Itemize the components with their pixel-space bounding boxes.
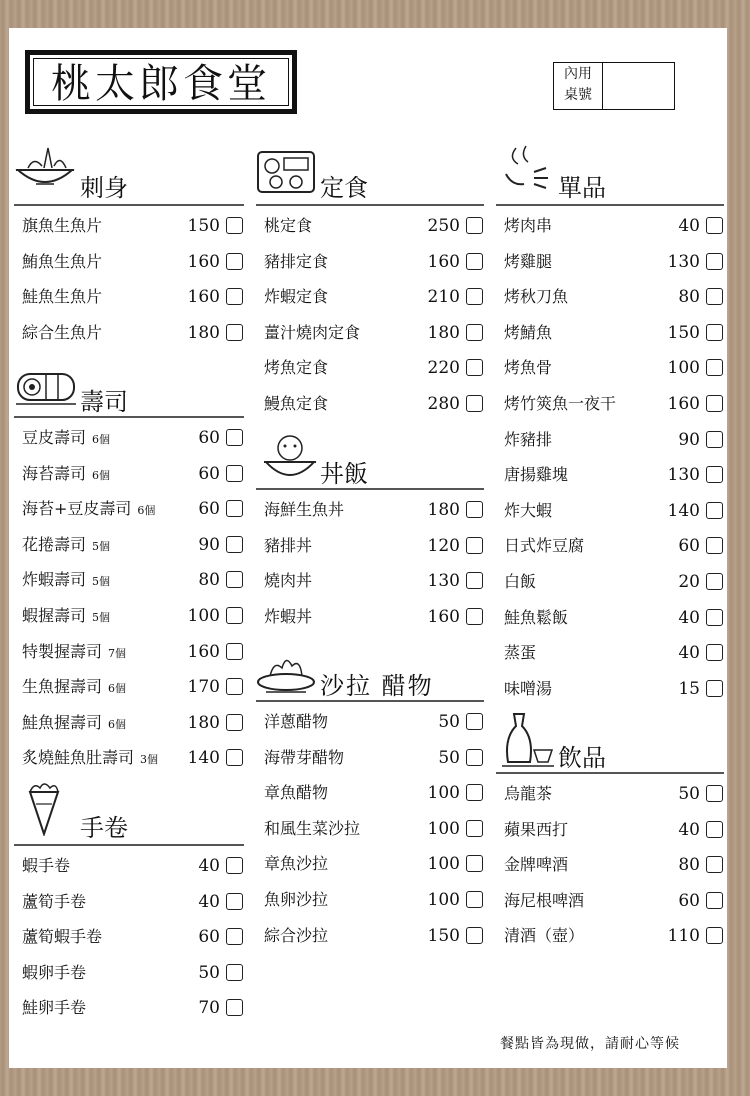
item-name: 章魚沙拉: [264, 854, 329, 874]
order-checkbox[interactable]: [226, 999, 243, 1016]
section-title: 單品: [558, 174, 606, 202]
menu-item: [14, 462, 244, 486]
sushi-roll-icon: [14, 368, 78, 408]
item-price: 40: [678, 607, 700, 628]
divider: [14, 844, 244, 846]
item-price: 100: [427, 783, 460, 804]
item-name: 海苔+豆皮壽司 6個: [22, 499, 156, 519]
item-price: 160: [187, 641, 220, 662]
order-checkbox[interactable]: [706, 856, 723, 873]
order-checkbox[interactable]: [706, 892, 723, 909]
order-checkbox[interactable]: [706, 288, 723, 305]
order-checkbox[interactable]: [706, 502, 723, 519]
menu-item: [256, 214, 484, 238]
item-price: 180: [187, 322, 220, 343]
footer-note: 餐點皆為現做，請耐心等候: [500, 1036, 680, 1052]
order-checkbox[interactable]: [226, 288, 243, 305]
order-checkbox[interactable]: [706, 253, 723, 270]
order-checkbox[interactable]: [226, 500, 243, 517]
menu-item: [496, 534, 724, 558]
item-price: 60: [198, 927, 220, 948]
item-name: 烤魚骨: [504, 358, 553, 378]
item-name: 花捲壽司 5個: [22, 534, 111, 554]
order-checkbox[interactable]: [226, 429, 243, 446]
item-name: 蝦卵手卷: [22, 962, 87, 982]
item-name: 炸蝦壽司 5個: [22, 570, 111, 590]
order-checkbox[interactable]: [226, 928, 243, 945]
item-price: 130: [667, 251, 700, 272]
table-number-box: [553, 62, 675, 110]
menu-item: [256, 924, 484, 948]
item-name: 烤雞腿: [504, 251, 553, 271]
item-name: 烏龍茶: [504, 784, 553, 803]
menu-column-left: [14, 140, 244, 1030]
order-checkbox[interactable]: [706, 537, 723, 554]
section-title: 手卷: [80, 814, 128, 842]
menu-item: [496, 570, 724, 594]
menu-item: [256, 888, 484, 912]
item-price: 160: [187, 287, 220, 308]
section-title: 刺身: [80, 174, 128, 202]
item-price: 50: [678, 784, 700, 804]
table-label-dine-in: 內用: [564, 66, 592, 82]
item-price: 70: [198, 998, 220, 1019]
item-price: 220: [427, 358, 460, 379]
item-name: 鮭魚握壽司 6個: [22, 712, 127, 732]
item-name: 蝦手卷: [22, 856, 71, 875]
item-name: 綜合生魚片: [22, 322, 103, 342]
order-checkbox[interactable]: [706, 431, 723, 448]
order-checkbox[interactable]: [706, 395, 723, 412]
menu-item: [14, 996, 244, 1020]
item-name: 炸蝦丼: [264, 606, 313, 626]
order-checkbox[interactable]: [706, 785, 723, 802]
menu-item: [256, 710, 484, 734]
menu-item: [14, 214, 244, 238]
item-price: 210: [427, 287, 460, 308]
menu-item: [496, 428, 724, 452]
item-price: 80: [198, 570, 220, 591]
item-price: 40: [678, 643, 700, 664]
order-checkbox[interactable]: [466, 927, 483, 944]
order-checkbox[interactable]: [706, 680, 723, 697]
order-checkbox[interactable]: [706, 217, 723, 234]
item-name: 炙燒鮭魚肚壽司 3個: [22, 748, 159, 768]
item-price: 120: [427, 535, 460, 556]
item-name: 章魚醋物: [264, 783, 329, 803]
item-price: 130: [667, 465, 700, 486]
item-name: 燒肉丼: [264, 571, 313, 591]
item-price: 100: [187, 606, 220, 626]
menu-item: [496, 499, 724, 523]
item-name: 旗魚生魚片: [22, 216, 103, 235]
order-checkbox[interactable]: [706, 324, 723, 341]
item-price: 40: [678, 216, 700, 236]
menu-item: [496, 818, 724, 842]
item-price: 15: [678, 678, 700, 699]
menu-item: [496, 250, 724, 274]
item-name: 和風生菜沙拉: [264, 818, 361, 838]
section-title: 定食: [320, 174, 368, 202]
menu-item: [256, 285, 484, 309]
divider: [496, 772, 724, 774]
item-price: 40: [198, 856, 220, 876]
item-name: 烤秋刀魚: [504, 287, 569, 307]
section-title: 沙拉 醋物: [320, 672, 434, 700]
item-price: 80: [678, 287, 700, 308]
item-price: 140: [667, 500, 700, 521]
order-checkbox[interactable]: [466, 891, 483, 908]
restaurant-name: 桃太郎食堂: [33, 58, 289, 106]
order-checkbox[interactable]: [706, 927, 723, 944]
order-checkbox[interactable]: [466, 324, 483, 341]
item-price: 180: [187, 712, 220, 733]
menu-item: [256, 605, 484, 629]
menu-item: [496, 392, 724, 416]
order-checkbox[interactable]: [466, 749, 483, 766]
item-price: 150: [427, 925, 460, 946]
item-price: 60: [198, 428, 220, 448]
item-name: 海帶芽醋物: [264, 747, 345, 767]
item-quantity: 6個: [108, 717, 127, 731]
hand-roll-icon: [24, 780, 64, 836]
menu-item: [14, 675, 244, 699]
item-name: 蘋果西打: [504, 819, 569, 839]
menu-item: [496, 356, 724, 380]
item-name: 洋蔥醋物: [264, 712, 329, 731]
item-price: 60: [198, 463, 220, 484]
table-number-label: [554, 63, 603, 109]
item-name: 白飯: [504, 572, 537, 591]
item-price: 170: [187, 677, 220, 698]
item-price: 100: [427, 890, 460, 910]
item-name: 鮪魚生魚片: [22, 251, 103, 271]
menu-item: [14, 426, 244, 450]
item-quantity: 5個: [92, 611, 111, 624]
divider: [256, 488, 484, 490]
divider: [256, 204, 484, 206]
menu-item: [256, 817, 484, 841]
menu-item: [256, 781, 484, 805]
section-title: 丼飯: [320, 460, 368, 488]
menu-item: [256, 534, 484, 558]
item-price: 60: [678, 890, 700, 911]
item-quantity: 5個: [92, 539, 111, 553]
menu-item: [14, 746, 244, 770]
item-name: 鮭魚生魚片: [22, 287, 103, 307]
item-price: 100: [427, 818, 460, 839]
menu-item: [14, 533, 244, 557]
table-label-number: 桌號: [564, 87, 592, 103]
item-name: 豆皮壽司 6個: [22, 428, 111, 447]
order-checkbox[interactable]: [706, 573, 723, 590]
item-price: 150: [187, 216, 220, 236]
item-name: 鰻魚定食: [264, 394, 329, 413]
item-price: 50: [438, 712, 460, 732]
item-price: 60: [678, 536, 700, 557]
set-meal-tray-icon: [256, 148, 316, 196]
menu-item: [14, 854, 244, 878]
item-name: 綜合沙拉: [264, 925, 329, 945]
item-name: 特製握壽司 7個: [22, 641, 127, 661]
item-name: 蘆筍手卷: [22, 891, 87, 911]
item-price: 160: [427, 606, 460, 627]
order-checkbox[interactable]: [466, 359, 483, 376]
item-price: 150: [667, 322, 700, 343]
order-checkbox[interactable]: [226, 217, 243, 234]
menu-item: [14, 604, 244, 628]
item-price: 110: [667, 926, 700, 947]
item-name: 炸大蝦: [504, 500, 553, 520]
item-name: 味噌湯: [504, 678, 553, 698]
item-name: 蒸蛋: [504, 643, 537, 663]
divider: [256, 700, 484, 702]
order-checkbox[interactable]: [466, 713, 483, 730]
order-checkbox[interactable]: [226, 857, 243, 874]
menu-item: [256, 321, 484, 345]
order-checkbox[interactable]: [226, 607, 243, 624]
item-price: 50: [198, 962, 220, 983]
item-name: 海尼根啤酒: [504, 890, 585, 910]
item-price: 40: [198, 891, 220, 912]
menu-item: [256, 250, 484, 274]
order-checkbox[interactable]: [466, 572, 483, 589]
order-checkbox[interactable]: [466, 820, 483, 837]
item-price: 40: [678, 819, 700, 840]
item-name: 鮭卵手卷: [22, 998, 87, 1018]
donburi-bowl-icon: [262, 430, 318, 486]
menu-item: [14, 250, 244, 274]
item-quantity: 6個: [108, 682, 127, 696]
restaurant-logo: [25, 50, 297, 114]
order-checkbox[interactable]: [466, 395, 483, 412]
item-name: 薑汁燒肉定食: [264, 322, 361, 342]
menu-item: [496, 321, 724, 345]
menu-column-right: [496, 140, 724, 1030]
item-name: 豬排丼: [264, 535, 313, 555]
menu-item: [496, 853, 724, 877]
item-price: 20: [678, 572, 700, 592]
menu-item: [256, 852, 484, 876]
section-title: 飲品: [558, 744, 606, 772]
order-checkbox[interactable]: [226, 465, 243, 482]
sake-bottle-icon: [500, 710, 556, 768]
item-price: 80: [678, 855, 700, 876]
order-checkbox[interactable]: [466, 784, 483, 801]
order-checkbox[interactable]: [466, 501, 483, 518]
order-checkbox[interactable]: [226, 749, 243, 766]
item-name: 烤魚定食: [264, 358, 329, 378]
menu-item: [14, 640, 244, 664]
item-price: 160: [667, 394, 700, 414]
order-checkbox[interactable]: [466, 288, 483, 305]
item-name: 烤肉串: [504, 216, 553, 235]
item-name: 烤竹筴魚一夜干: [504, 394, 617, 413]
salad-plate-icon: [256, 650, 316, 696]
item-price: 250: [427, 216, 460, 236]
menu-item: [496, 677, 724, 701]
order-checkbox[interactable]: [466, 608, 483, 625]
order-checkbox[interactable]: [706, 821, 723, 838]
menu-item: [256, 569, 484, 593]
item-quantity: 6個: [92, 468, 111, 482]
menu-item: [496, 285, 724, 309]
item-price: 140: [187, 748, 220, 769]
item-name: 炸豬排: [504, 429, 553, 449]
item-name: 豬排定食: [264, 251, 329, 271]
order-checkbox[interactable]: [466, 855, 483, 872]
item-price: 280: [427, 394, 460, 414]
item-price: 100: [667, 358, 700, 379]
menu-item: [256, 392, 484, 416]
item-price: 90: [198, 534, 220, 555]
item-name: 海鮮生魚丼: [264, 500, 345, 519]
section-title: 壽司: [80, 388, 128, 416]
order-checkbox[interactable]: [466, 217, 483, 234]
item-name: 鮭魚鬆飯: [504, 607, 569, 627]
item-price: 160: [427, 251, 460, 272]
divider: [14, 416, 244, 418]
order-checkbox[interactable]: [466, 537, 483, 554]
divider: [14, 204, 244, 206]
menu-item: [496, 924, 724, 948]
order-checkbox[interactable]: [226, 678, 243, 695]
item-name: 烤鯖魚: [504, 322, 553, 342]
item-price: 90: [678, 429, 700, 450]
sashimi-bowl-icon: [14, 144, 76, 196]
menu-item: [14, 925, 244, 949]
item-price: 160: [187, 251, 220, 272]
item-price: 180: [427, 500, 460, 520]
item-name: 海苔壽司 6個: [22, 463, 111, 483]
menu-item: [496, 606, 724, 630]
menu-item: [256, 498, 484, 522]
item-price: 130: [427, 571, 460, 592]
menu-item: [256, 356, 484, 380]
order-checkbox[interactable]: [226, 324, 243, 341]
item-quantity: 6個: [137, 504, 156, 518]
order-checkbox[interactable]: [706, 359, 723, 376]
item-price: 60: [198, 499, 220, 520]
order-checkbox[interactable]: [226, 536, 243, 553]
item-quantity: 5個: [92, 575, 111, 589]
item-name: 蝦握壽司 5個: [22, 606, 111, 625]
menu-column-middle: [256, 140, 484, 1030]
menu-item: [496, 641, 724, 665]
menu-item: [14, 961, 244, 985]
order-checkbox[interactable]: [226, 643, 243, 660]
menu-item: [14, 321, 244, 345]
item-price: 180: [427, 322, 460, 343]
item-name: 炸蝦定食: [264, 287, 329, 307]
item-name: 蘆筍蝦手卷: [22, 927, 103, 947]
order-checkbox[interactable]: [706, 609, 723, 626]
order-checkbox[interactable]: [706, 466, 723, 483]
order-checkbox[interactable]: [226, 253, 243, 270]
menu-item: [496, 889, 724, 913]
menu-item: [14, 890, 244, 914]
item-name: 生魚握壽司 6個: [22, 677, 127, 697]
item-name: 日式炸豆腐: [504, 536, 585, 556]
order-checkbox[interactable]: [226, 714, 243, 731]
menu-item: [14, 711, 244, 735]
order-checkbox[interactable]: [226, 964, 243, 981]
menu-item: [496, 214, 724, 238]
item-price: 100: [427, 854, 460, 875]
item-name: 清酒（壺）: [504, 926, 585, 946]
item-quantity: 7個: [108, 646, 127, 660]
skewer-plate-icon: [502, 144, 556, 196]
item-name: 魚卵沙拉: [264, 890, 329, 909]
order-checkbox[interactable]: [466, 253, 483, 270]
menu-item: [496, 463, 724, 487]
item-quantity: 3個: [140, 753, 159, 767]
order-checkbox[interactable]: [706, 644, 723, 661]
item-quantity: 6個: [92, 433, 111, 446]
item-name: 桃定食: [264, 216, 313, 235]
menu-item: [496, 782, 724, 806]
menu-item: [256, 746, 484, 770]
menu-item: [14, 568, 244, 592]
item-name: 金牌啤酒: [504, 855, 569, 875]
item-price: 50: [438, 747, 460, 768]
order-checkbox[interactable]: [226, 571, 243, 588]
menu-item: [14, 285, 244, 309]
divider: [496, 204, 724, 206]
item-name: 唐揚雞塊: [504, 465, 569, 485]
order-checkbox[interactable]: [226, 893, 243, 910]
menu-item: [14, 497, 244, 521]
